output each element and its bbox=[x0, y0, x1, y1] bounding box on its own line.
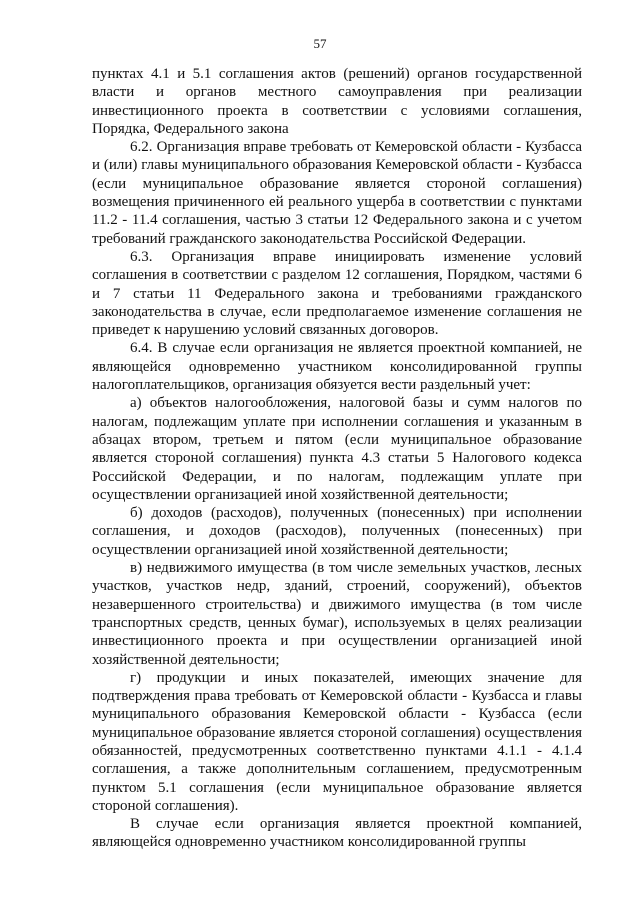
paragraph-project-company: В случае если организация является проектной компанией, являющейся одновременно участником консолидированной группы bbox=[92, 816, 582, 851]
paragraph-6-4-g: г) продукции и иных показателей, имеющих значение для подтверждения права требовать от Кемеровской области - Кузбасса и главы муниципального образования Кемеровской области - Кузбасса (если муниципальное образование является стороной соглашения) осуществления обязанностей, предусмотренных соответственно пунктами 4.1.1 - 4.1.4 соглашения, а также дополнительным соглашением, предусмотренным пунктом 5.1 соглашения (если муниципальное образование является стороной соглашения). bbox=[92, 669, 582, 814]
document-body bbox=[92, 65, 582, 852]
paragraph-6-4: 6.4. В случае если организация не является проектной компанией, не являющейся одновременно участником консолидированной группы налогоплательщиков, организация обязуется вести раздельный учет: bbox=[92, 340, 582, 394]
paragraph-6-2: 6.2. Организация вправе требовать от Кемеровской области - Кузбасса и (или) главы муниципального образования Кемеровской области - Кузбасса (если муниципальное образование является стороной соглашения) возмещения причиненного ей реального ущерба в соответствии с пунктами 11.2 - 11.4 соглашения, частью 3 статьи 12 Федерального закона и с учетом требований гражданского законодательства Российской Федерации. bbox=[92, 139, 582, 247]
paragraph-6-4-a: а) объектов налогообложения, налоговой базы и сумм налогов по налогам, подлежащим уплате при исполнении соглашения и указанным в абзацах втором, третьем и пятом (если муниципальное образование является стороной соглашения) пункта 4.3 статьи 5 Налогового кодекса Российской Федерации, и по налогам, подлежащим уплате при осуществлении организацией иной хозяйственной деятельности; bbox=[92, 395, 582, 503]
page-number: 57 bbox=[313, 36, 327, 51]
paragraph-continuation: пунктах 4.1 и 5.1 соглашения актов (решений) органов государственной власти и органов местного самоуправления при реализации инвестиционного проекта в соответствии с условиями соглашения, Порядка, Федерального закона bbox=[92, 66, 582, 137]
paragraph-6-3: 6.3. Организация вправе инициировать изменение условий соглашения в соответствии с разделом 12 соглашения, Порядком, частями 6 и 7 статьи 11 Федерального закона и требованиями гражданского законодательства в случае, если предполагаемое изменение соглашения не приведет к нарушению условий связанных договоров. bbox=[92, 248, 582, 339]
paragraph-6-4-b: б) доходов (расходов), полученных (понесенных) при исполнении соглашения, и доходов (расходов), полученных (понесенных) при осуществлении организацией иной хозяйственной деятельности; bbox=[92, 505, 582, 558]
paragraph-6-4-v: в) недвижимого имущества (в том числе земельных участков, лесных участков, участков недр, зданий, строений, сооружений), объектов незавершенного строительства) и движимого имущества (в том числе транспортных средств, ценных бумаг), используемых в целях реализации инвестиционного проекта и при осуществлении организацией иной хозяйственной деятельности; bbox=[92, 560, 582, 668]
